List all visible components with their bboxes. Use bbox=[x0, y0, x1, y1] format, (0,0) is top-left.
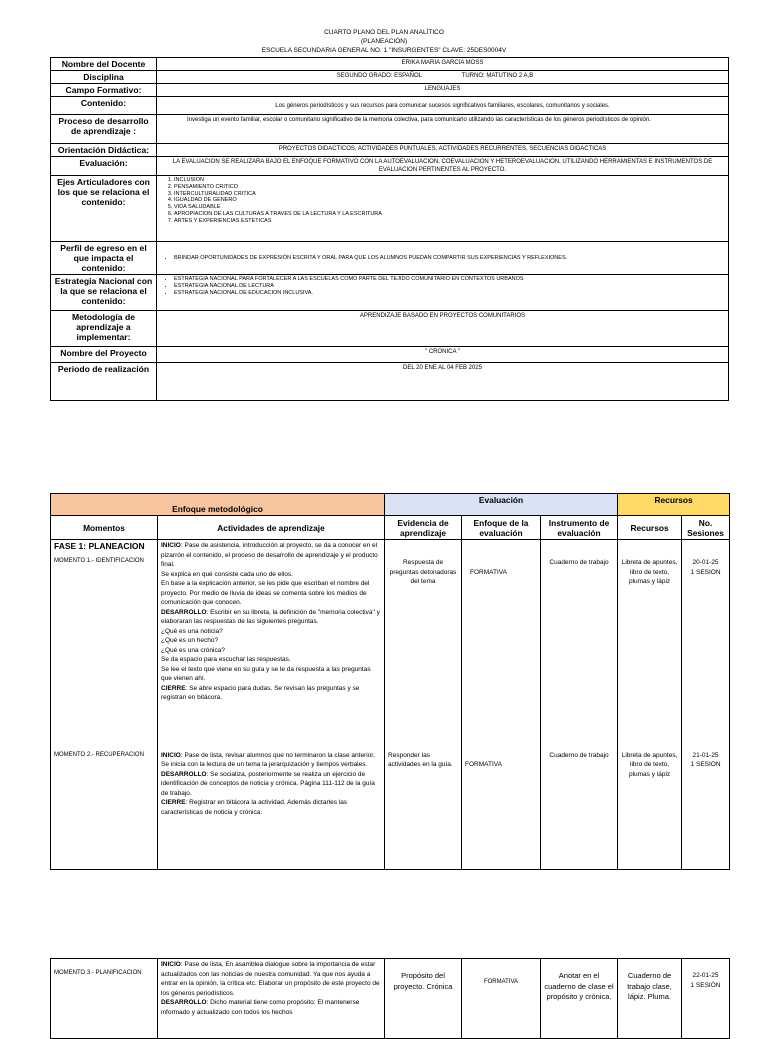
list-item: 4. IGUALDAD DE GENERO bbox=[174, 197, 725, 204]
col-evidencia: Evidencia de aprendizaje bbox=[385, 516, 462, 540]
row-evaluacion bbox=[51, 157, 729, 176]
pda-label: Proceso de desarrollo de aprendizaje : bbox=[51, 115, 157, 144]
row-contenido bbox=[51, 97, 729, 115]
row-perfil bbox=[51, 242, 729, 275]
campo-value: LENGUAJES bbox=[157, 84, 729, 97]
evaluacion-label: Evaluación: bbox=[51, 157, 157, 176]
row-estrategia bbox=[51, 275, 729, 311]
activities-cell bbox=[158, 959, 385, 1039]
sesion-count: 1 SESION bbox=[690, 568, 721, 576]
sesion-count: 1 SESIÓN bbox=[690, 981, 721, 989]
docente-label: Nombre del Docente bbox=[51, 58, 157, 71]
enfoque-header: Enfoque metodológico bbox=[51, 494, 385, 516]
paragraph: Se explica en qué consiste cada uno de ellos. bbox=[161, 570, 293, 578]
paragraph: DESARROLLO: Dicho material tiene como propósito: El mantenerse informado y actualizado con todos los hechos bbox=[161, 999, 360, 1016]
row-periodo bbox=[51, 363, 729, 401]
periodo-label: Periodo de realización bbox=[51, 363, 157, 401]
perfil-label: Perfil de egreso en el que impacta el contenido: bbox=[51, 242, 157, 275]
metodologia-value: APRENDIZAJE BASADO EN PROYECTOS COMUNITARIOS bbox=[157, 311, 729, 347]
row-pda bbox=[51, 115, 729, 144]
sesion-date: 22-01-25 bbox=[692, 972, 719, 979]
paragraph: INICIO: Pase de asistencia, introducción al proyecto, se da a conocer en el pizarrón el contenido, el proceso de desarrollo de aprendizaje y el producto final. bbox=[161, 542, 378, 568]
list-item: • ESTRATEGIA NACIONAL DE EDUCACION INCLUSIVA. bbox=[174, 290, 725, 297]
contenido-value: Los géneros periodísticos y sus recursos para comunicar sucesos significativos familiares, escolares, comunitarios y sociales. bbox=[157, 97, 729, 115]
doc-subtitle: (PLANEACIÓN) bbox=[360, 38, 408, 45]
col-recursos: Recursos bbox=[618, 516, 682, 540]
activities-table-continued bbox=[50, 958, 730, 1039]
paragraph: INICIO: Pase de lista, revisar alumnos que no terminaron la clase anterior. Se inicia con la lectura de un tema la jerarquización y tiempos verbales. bbox=[161, 751, 375, 768]
disciplina-label: Disciplina bbox=[51, 71, 157, 84]
row-disciplina bbox=[51, 71, 729, 84]
paragraph: DESARROLLO: Escribir en su libreta, la definición de "memoria colectiva" y elaboraran las respuestas de las siguientes preguntas. bbox=[161, 608, 380, 625]
ejes-list bbox=[160, 177, 725, 225]
column-header-row bbox=[51, 516, 730, 540]
contenido-label: Contenido: bbox=[51, 97, 157, 115]
list-item: • ESTRATEGIA NACIONAL DE LECTURA bbox=[174, 283, 725, 290]
paragraph: INICIO: Pase de lista, En asamblea dialogue sobre la importancia de estar actualizados con las noticias de nuestra comunidad. Ya que nos ayuda a entrar en la opinión, la crítica etc. Elaborar un propósito de este proyecto de los géneros periodísticos. bbox=[161, 961, 380, 997]
sesion-cell bbox=[682, 750, 730, 870]
instrumento-cell: Cuaderno de trabajo bbox=[541, 540, 618, 750]
list-item: • BRINDAR OPORTUNIDADES DE EXPRESIÓN ESCRITA Y ORAL PARA QUE LOS ALUMNOS PUEDAN COMPARTIR SUS EXPERIENCIAS Y REFLEXIONES. bbox=[174, 255, 725, 262]
sesion-cell bbox=[682, 540, 730, 750]
activities-cell bbox=[158, 750, 385, 870]
disciplina-value: SEGUNDO GRADO: ESPAÑOL bbox=[336, 73, 422, 79]
paragraph: ¿Qué es una crónica? bbox=[161, 646, 225, 654]
recursos-group-header: Recursos bbox=[618, 494, 730, 516]
perfil-value bbox=[157, 242, 729, 275]
enfoque-cell: FORMATIVA bbox=[462, 540, 541, 750]
col-sesiones: No. Sesiones bbox=[682, 516, 730, 540]
momento-label: MOMENTO 3.- PLANIFICACION bbox=[54, 970, 142, 976]
enfoque-cell: FORMATIVA bbox=[462, 959, 541, 1039]
table-row bbox=[51, 959, 730, 1039]
paragraph: Se da espacio para escuchar las respuestas. bbox=[161, 656, 291, 663]
momento-label: MOMENTO 1.- IDENTIFICACION bbox=[54, 558, 144, 564]
periodo-value: DEL 20 ENE AL 04 FEB 2025 bbox=[157, 363, 729, 401]
disciplina-cell bbox=[157, 71, 729, 84]
estrategia-value bbox=[157, 275, 729, 311]
momento-cell bbox=[51, 959, 158, 1039]
list-item: 1. INCLUSION bbox=[174, 177, 725, 184]
orientacion-label: Orientación Didáctica: bbox=[51, 144, 157, 157]
recursos-cell: Libreta de apuntes, libro de texto, plumas y lápiz bbox=[618, 750, 682, 870]
recursos-cell: Cuaderno de trabajo clase, lápiz. Pluma. bbox=[618, 959, 682, 1039]
row-proyecto bbox=[51, 347, 729, 363]
table-row bbox=[51, 750, 730, 870]
momento-label: MOMENTO 2.- RECUPERACION bbox=[54, 751, 144, 758]
col-enfoque: Enfoque de la evaluación bbox=[462, 516, 541, 540]
turno-value: TURNO: MATUTINO 2 A,B bbox=[461, 73, 534, 79]
sesion-count: 1 SESION bbox=[690, 761, 721, 768]
activities-table bbox=[50, 493, 730, 870]
instrumento-cell: Cuaderno de trabajo bbox=[541, 750, 618, 870]
fase-title: FASE 1: PLANEACION bbox=[54, 541, 145, 551]
evidencia-cell: Responder las actividades en la guía. bbox=[385, 750, 462, 870]
table-row bbox=[51, 540, 730, 750]
school-line: ESCUELA SECUNDARIA GENERAL NO. 1 "INSURGENTES" CLAVE: 25DES0004V bbox=[261, 47, 507, 54]
ejes-value bbox=[157, 176, 729, 242]
campo-label: Campo Formativo: bbox=[51, 84, 157, 97]
ejes-label: Ejes Articuladores con los que se relaciona el contenido: bbox=[51, 176, 157, 242]
proyecto-value: " CRONICA " bbox=[157, 347, 729, 363]
orientacion-value: PROYECTOS DIDACTICOS, ACTIVIDADES PUNTUALES, ACTIVIDADES RECURRENTES, SECUENCIAS DIDACTICAS bbox=[157, 144, 729, 157]
momento-cell bbox=[51, 750, 158, 870]
activities-cell bbox=[158, 540, 385, 750]
paragraph: CIERRE: Se abre espacio para dudas. Se revisan las preguntas y se registran en bitácora. bbox=[161, 684, 360, 701]
sesion-date: 21-01-25 bbox=[692, 751, 719, 759]
group-header-row bbox=[51, 494, 730, 516]
evidencia-cell: Propósito del proyecto. Crónica bbox=[385, 959, 462, 1039]
doc-title: CUARTO PLANO DEL PLAN ANALÍTICO bbox=[324, 29, 444, 36]
col-momentos: Momentos bbox=[51, 516, 158, 540]
paragraph: DESARROLLO: Se socializa, posteriormente se realiza un ejercicio de identificación de conceptos de noticia y crónica. Página 111-112 de la guía de trabajo. bbox=[161, 770, 375, 797]
instrumento-cell: Anotar en el cuaderno de clase el propósito y crónica. bbox=[541, 959, 618, 1039]
row-metodologia bbox=[51, 311, 729, 347]
paragraph: Se lee el texto que viene en su guía y se le da respuesta a las preguntas que vienen ahí. bbox=[161, 665, 371, 682]
evaluacion-header: Evaluación bbox=[385, 494, 618, 516]
row-orientacion bbox=[51, 144, 729, 157]
list-item: • ESTRATEGIA NACIONAL PARA FORTALECER A LAS ESCUELAS COMO PARTE DEL TEJIDO COMUNITARIO EN CONTEXTOS URBANOS bbox=[174, 276, 725, 283]
col-actividades: Actividades de aprendizaje bbox=[158, 516, 385, 540]
list-item: 7. ARTES Y EXPERIENCIAS ESTETICAS bbox=[174, 218, 725, 225]
pda-value: Investiga un evento familiar, escolar o comunitario significativo de la memoria colectiva, para comunicarlo utilizando las características de los géneros periodísticos de opinión. bbox=[157, 115, 729, 144]
col-instrumento: Instrumento de evaluación bbox=[541, 516, 618, 540]
row-ejes bbox=[51, 176, 729, 242]
paragraph: En base a la explicación anterior, se les pide que escriban el nombre del proyecto. Por medio de lluvia de ideas se comenta sobre los medios de comunicación que conocen. bbox=[161, 580, 370, 606]
plan-info-table bbox=[50, 57, 729, 401]
docente-value: ERIKA MARIA GARCIA MOSS bbox=[157, 58, 729, 71]
list-item: 6. APROPIACION DE LAS CULTURAS A TRAVES DE LA LECTURA Y LA ESCRITURA bbox=[174, 211, 725, 218]
enfoque-cell: FORMATIVA bbox=[462, 750, 541, 870]
paragraph: ¿Qué es una noticia? bbox=[161, 627, 223, 635]
sesion-date: 20-01-25 bbox=[692, 559, 719, 566]
list-item: 3. INTERCULTURALIDAD CRITICA bbox=[174, 191, 725, 198]
paragraph: CIERRE: Registrar en bitácora la actividad. Además dictarles las características de noticia y crónica. bbox=[161, 799, 348, 816]
momento-cell bbox=[51, 540, 158, 750]
estrategia-label: Estrategia Nacional con la que se relaciona el contenido: bbox=[51, 275, 157, 311]
evaluacion-value: LA EVALUACION SE REALIZARA BAJO EL ENFOQUE FORMATIVO CON LA AUTOEVALUACION, COEVALUACION Y HETEROEVALUACION, UTILIZANDO HERRAMIENTAS E INSTRUMENTOS DE EVALUACION PERTINENTES AL PROYECTO. bbox=[157, 157, 729, 176]
list-item: 2. PENSAMIENTO CRITICO bbox=[174, 184, 725, 191]
evidencia-cell: Respuesta de preguntas detonadoras del tema bbox=[385, 540, 462, 750]
sesion-cell bbox=[682, 959, 730, 1039]
recursos-cell: Libreta de apuntes, libro de texto, plumas y lápiz bbox=[618, 540, 682, 750]
metodologia-label: Metodología de aprendizaje a implementar: bbox=[51, 311, 157, 347]
list-item: 5. VIDA SALUDABLE bbox=[174, 204, 725, 211]
proyecto-label: Nombre del Proyecto bbox=[51, 347, 157, 363]
row-docente bbox=[51, 58, 729, 71]
row-campo bbox=[51, 84, 729, 97]
paragraph: ¿Qué es un hecho? bbox=[161, 637, 219, 644]
